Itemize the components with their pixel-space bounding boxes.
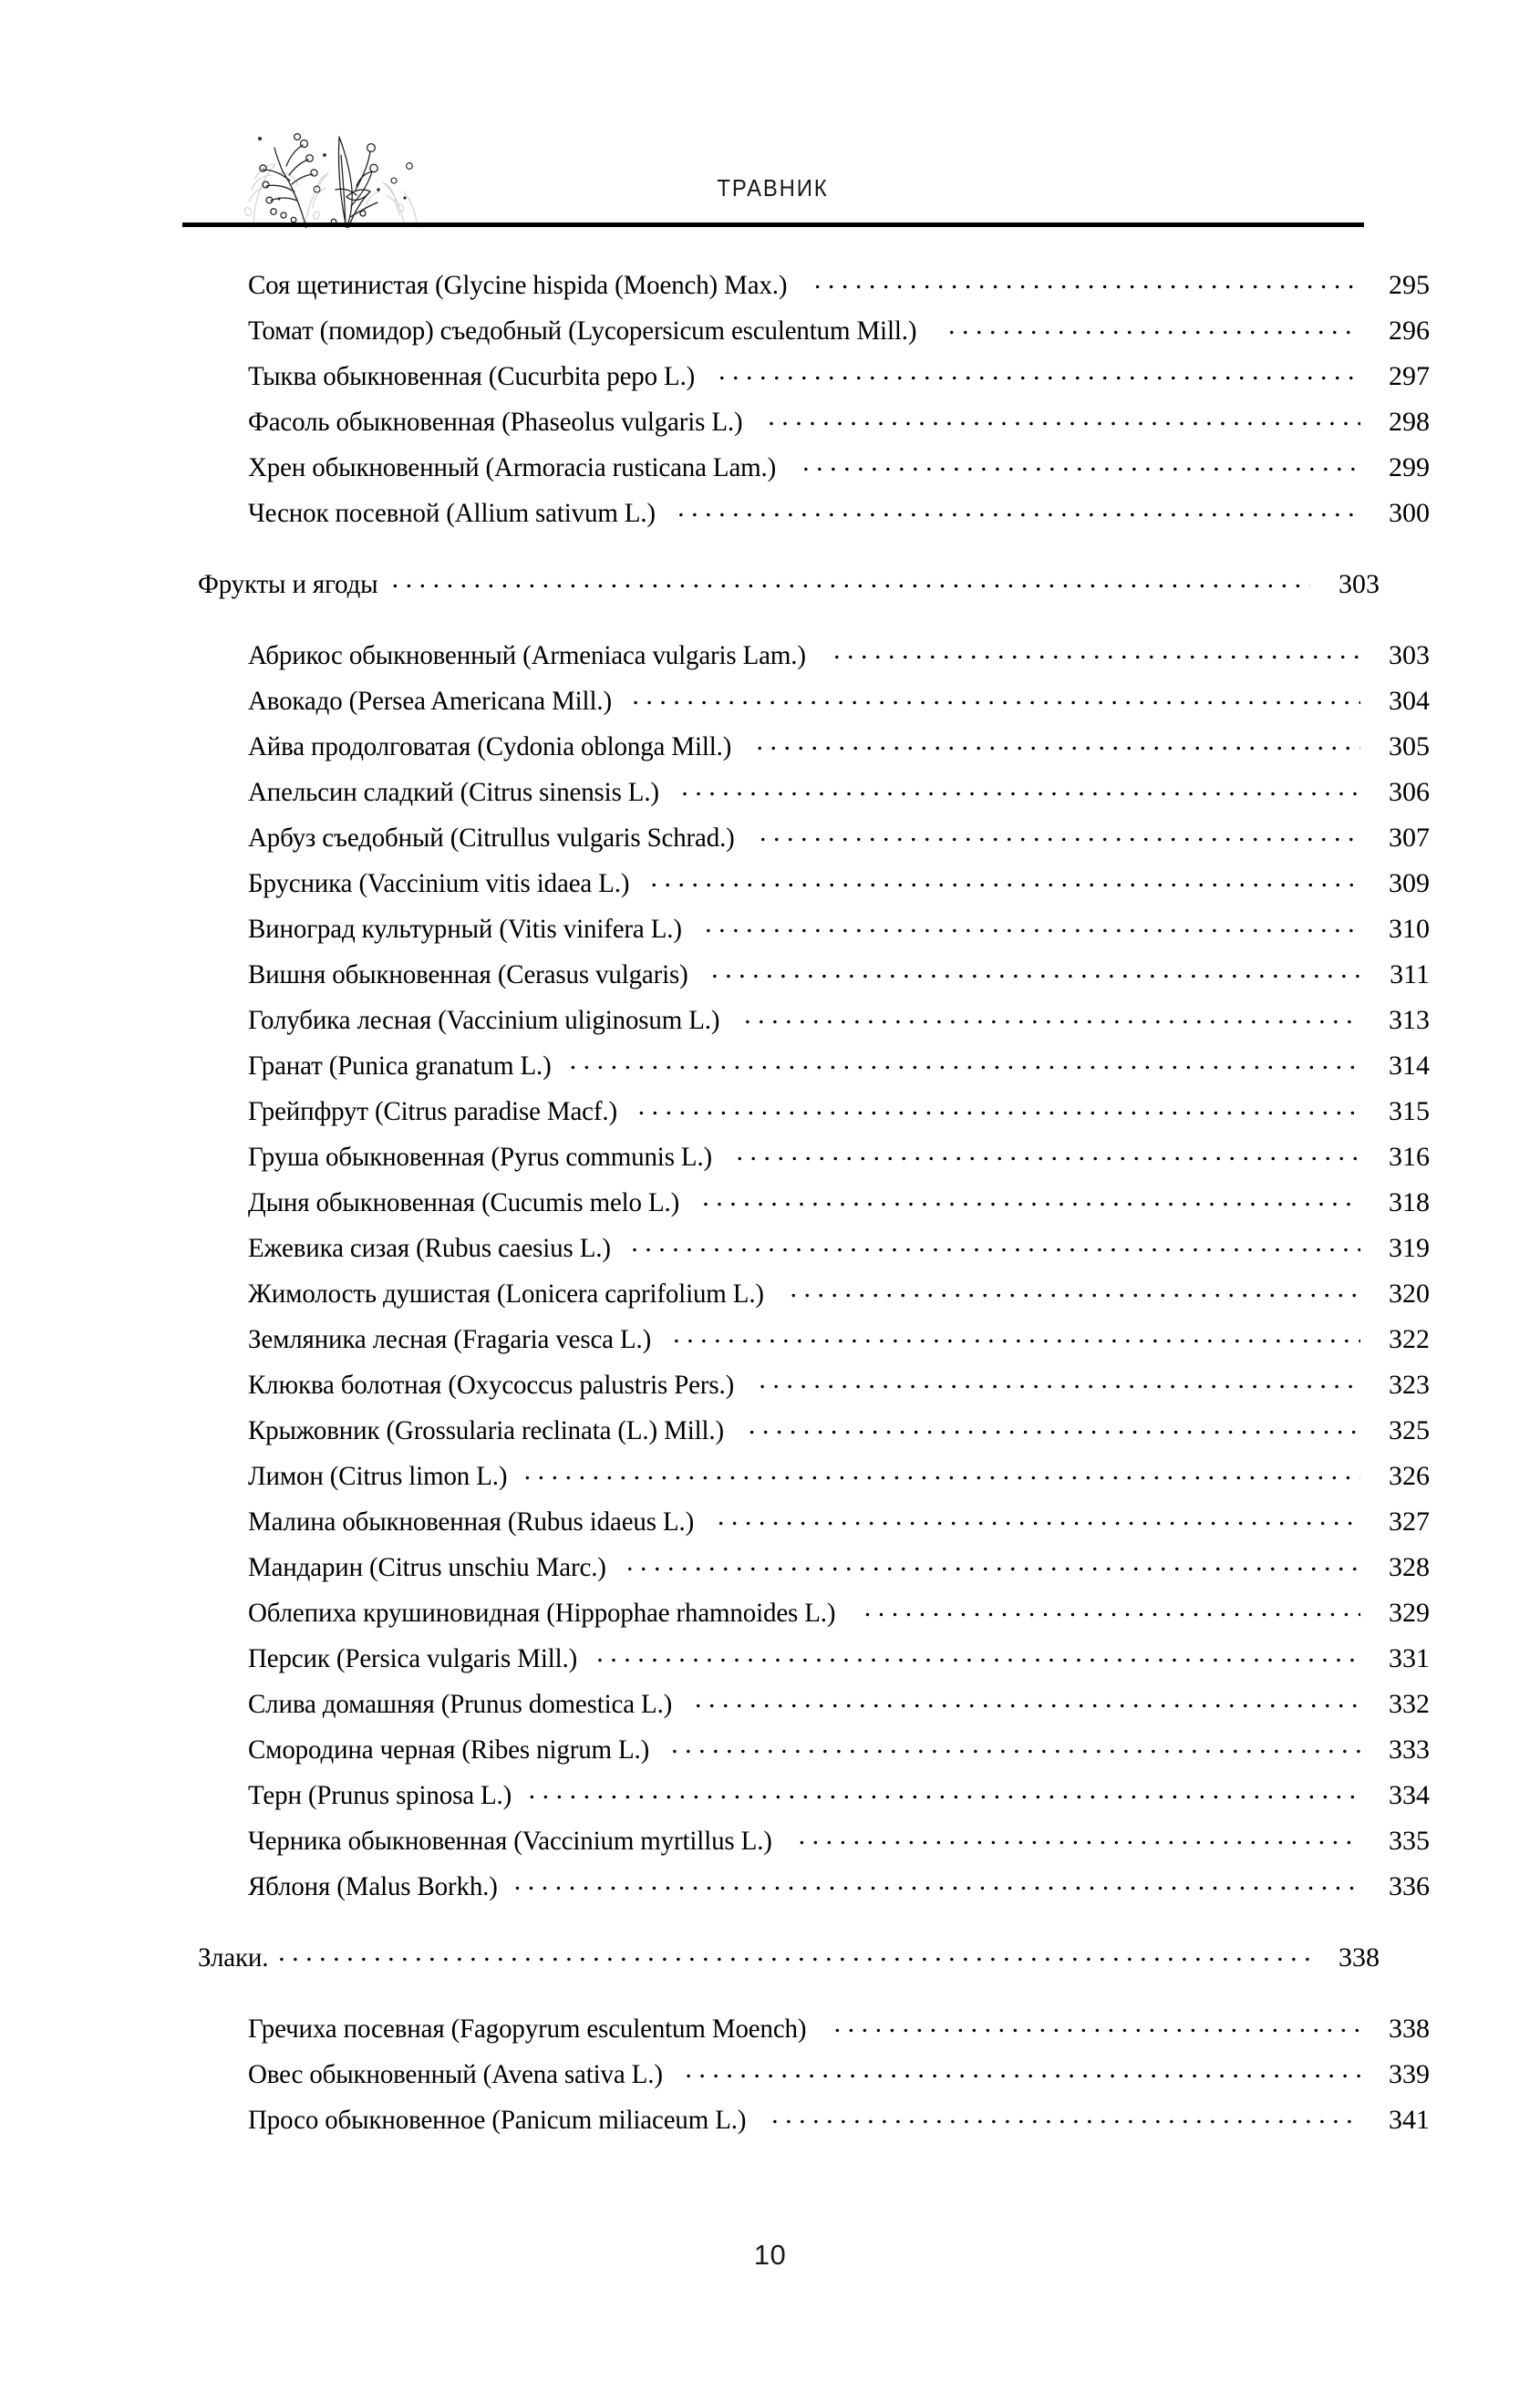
toc-leader-dots — [524, 1457, 1360, 1485]
toc-row-gap — [182, 1308, 1364, 1320]
toc-entry-page-number: 297 — [1389, 361, 1430, 391]
toc-row-gap — [182, 1855, 1364, 1868]
toc-entry-row[interactable] — [182, 1138, 1430, 1171]
toc-entry-page-number: 304 — [1389, 686, 1430, 716]
toc-entry-label: Смородина черная (Ribes nigrum L.) — [248, 1734, 650, 1765]
toc-entry-label: Черника обыкновенная (Vaccinium myrtillus L.) — [248, 1826, 772, 1856]
toc-entry-row[interactable] — [182, 403, 1430, 436]
toc-row-gap — [182, 715, 1364, 728]
toc-entry-page-number: 315 — [1389, 1096, 1430, 1126]
toc-leader-dots — [833, 637, 1360, 664]
toc-entry-label: Тыква обыкновенная (Cucurbita pepo L.) — [248, 361, 696, 391]
toc-entry-page-number: 306 — [1389, 777, 1430, 807]
toc-entry-row[interactable] — [182, 728, 1430, 761]
toc-entry-page-number: 338 — [1389, 2014, 1430, 2044]
toc-entry-row[interactable] — [182, 1822, 1430, 1855]
toc-entry-page-number: 296 — [1389, 316, 1430, 346]
toc-entry-row[interactable] — [182, 1457, 1430, 1490]
toc-leader-dots — [514, 1868, 1360, 1895]
botanical-sprigs-illustration — [226, 100, 436, 228]
toc-leader-dots — [695, 1685, 1360, 1713]
toc-entry-label: Фрукты и ягоды — [198, 569, 378, 599]
toc-row-gap — [182, 1034, 1364, 1047]
toc-entry-row[interactable] — [182, 1685, 1430, 1718]
toc-entry-label: Ежевика сизая (Rubus caesius L.) — [248, 1233, 611, 1263]
toc-row-gap — [182, 1399, 1364, 1412]
toc-row-gap — [182, 669, 1364, 682]
toc-entry-label: Гранат (Punica granatum L.) — [248, 1051, 552, 1081]
toc-leader-dots — [702, 1184, 1360, 1211]
running-header — [182, 100, 1363, 228]
toc-entry-row[interactable] — [182, 1640, 1430, 1672]
page-title: ТРАВНИК — [717, 174, 829, 202]
toc-leader-dots — [718, 1503, 1360, 1530]
toc-entry-row[interactable] — [182, 357, 1430, 390]
toc-entry-page-number: 334 — [1389, 1780, 1430, 1810]
toc-entry-page-number: 338 — [1338, 1942, 1380, 1973]
toc-entry-label: Дыня обыкновенная (Cucumis melo L.) — [248, 1187, 680, 1217]
toc-entry-label: Вишня обыкновенная (Cerasus vulgaris) — [248, 959, 688, 989]
toc-entry-label: Клюква болотная (Oxycoccus palustris Pers.) — [248, 1370, 735, 1400]
toc-entry-row[interactable] — [182, 1868, 1430, 1900]
toc-leader-dots — [749, 1412, 1360, 1439]
toc-entry-page-number: 335 — [1389, 1826, 1430, 1856]
toc-entry-row[interactable] — [182, 956, 1430, 989]
toc-entry-label: Жимолость душистая (Lonicera caprifolium L.) — [248, 1279, 764, 1309]
toc-entry-label: Груша обыкновенная (Pyrus communis L.) — [248, 1142, 713, 1172]
toc-entry-page-number: 341 — [1389, 2105, 1430, 2135]
toc-row-gap — [182, 1171, 1364, 1184]
toc-leader-dots — [638, 1092, 1360, 1120]
toc-entry-page-number: 336 — [1389, 1871, 1430, 1901]
toc-entry-label: Виноград культурный (Vitis vinifera L.) — [248, 914, 682, 944]
toc-leader-dots — [677, 494, 1360, 522]
toc-leader-dots — [651, 865, 1360, 892]
toc-row-gap — [182, 1718, 1364, 1731]
toc-entry-page-number: 305 — [1389, 731, 1430, 761]
toc-block-spacer — [182, 527, 1364, 565]
toc-entry-label: Лимон (Citrus limon L.) — [248, 1461, 508, 1491]
toc-row-gap — [182, 2043, 1364, 2055]
toc-entry-row[interactable] — [182, 449, 1430, 482]
toc-row-gap — [182, 1764, 1364, 1776]
toc-row-gap — [182, 1536, 1364, 1548]
toc-leader-dots — [759, 1366, 1360, 1393]
toc-row-gap — [182, 1672, 1364, 1685]
toc-block-spacer — [182, 1972, 1364, 2010]
toc-leader-dots — [790, 1275, 1360, 1302]
toc-row-gap — [182, 2088, 1364, 2101]
toc-leader-dots — [948, 312, 1360, 339]
toc-entry-label: Облепиха крушиновидная (Hippophae rhamnoides L.) — [248, 1598, 836, 1628]
toc-entry-row[interactable] — [182, 1366, 1430, 1399]
toc-row-gap — [182, 299, 1364, 312]
toc-leader-dots — [631, 1229, 1360, 1257]
toc-entry-row[interactable] — [182, 2010, 1430, 2043]
toc-entry-page-number: 314 — [1389, 1051, 1430, 1081]
folio-page-number: 10 — [753, 2239, 787, 2271]
toc-entry-label: Соя щетинистая (Glycine hispida (Moench) Max.) — [248, 270, 788, 300]
toc-entry-label: Овес обыкновенный (Avena sativa L.) — [248, 2059, 663, 2089]
toc-leader-dots — [278, 1939, 1310, 1966]
toc-entry-row[interactable] — [182, 266, 1430, 299]
table-of-contents — [182, 266, 1430, 2135]
toc-entry-row[interactable] — [182, 2101, 1430, 2134]
toc-leader-dots — [768, 403, 1360, 430]
toc-entry-page-number: 320 — [1389, 1279, 1430, 1309]
toc-row-gap — [182, 390, 1364, 403]
toc-entry-page-number: 299 — [1389, 452, 1430, 482]
toc-row-gap — [182, 1353, 1364, 1366]
toc-row-gap — [182, 1581, 1364, 1594]
toc-leader-dots — [799, 1822, 1360, 1849]
toc-entry-label: Малина обыкновенная (Rubus idaeus L.) — [248, 1507, 695, 1537]
toc-row-gap — [182, 1217, 1364, 1229]
toc-entry-page-number: 326 — [1389, 1461, 1430, 1491]
toc-entry-row[interactable] — [182, 865, 1430, 897]
toc-entry-row[interactable] — [182, 1594, 1430, 1627]
toc-entry-page-number: 328 — [1389, 1552, 1430, 1582]
toc-row-gap — [182, 852, 1364, 865]
toc-entry-row[interactable] — [182, 773, 1430, 806]
toc-row-gap — [182, 1627, 1364, 1640]
toc-entry-label: Брусника (Vaccinium vitis idaea L.) — [248, 868, 630, 898]
toc-entry-row[interactable] — [182, 1092, 1430, 1125]
toc-entry-page-number: 333 — [1389, 1734, 1430, 1765]
toc-row-gap — [182, 345, 1364, 357]
toc-entry-row[interactable] — [182, 2055, 1430, 2088]
toc-entry-row[interactable] — [182, 1776, 1430, 1809]
toc-leader-dots — [744, 1001, 1360, 1029]
toc-entry-label: Злаки. — [198, 1942, 269, 1973]
toc-entry-row[interactable] — [182, 1229, 1430, 1262]
toc-entry-page-number: 332 — [1389, 1689, 1430, 1719]
toc-section-row[interactable] — [182, 565, 1380, 598]
header-divider — [182, 223, 1364, 227]
toc-leader-dots — [864, 1594, 1360, 1621]
toc-leader-dots — [705, 910, 1360, 937]
toc-section-row[interactable] — [182, 1939, 1380, 1972]
toc-leader-dots — [802, 449, 1360, 476]
toc-row-gap — [182, 806, 1364, 819]
toc-row-gap — [182, 897, 1364, 910]
toc-entry-page-number: 313 — [1389, 1005, 1430, 1035]
toc-block-spacer — [182, 598, 1364, 637]
toc-row-gap — [182, 1490, 1364, 1503]
toc-leader-dots — [632, 682, 1360, 709]
toc-entry-page-number: 331 — [1389, 1643, 1430, 1673]
toc-row-gap — [182, 943, 1364, 956]
toc-block-spacer — [182, 1900, 1364, 1939]
toc-row-gap — [182, 436, 1364, 449]
toc-entry-label: Мандарин (Citrus unschiu Marc.) — [248, 1552, 606, 1582]
toc-leader-dots — [673, 1320, 1360, 1348]
toc-entry-page-number: 318 — [1389, 1187, 1430, 1217]
toc-entry-row[interactable] — [182, 312, 1430, 345]
toc-entry-page-number: 329 — [1389, 1598, 1430, 1628]
toc-entry-page-number: 339 — [1389, 2059, 1430, 2089]
toc-row-gap — [182, 761, 1364, 773]
toc-entry-row[interactable] — [182, 637, 1430, 669]
toc-entry-label: Хрен обыкновенный (Armoracia rusticana Lam.) — [248, 452, 777, 482]
toc-entry-label: Апельсин сладкий (Citrus sinensis L.) — [248, 777, 659, 807]
toc-row-gap — [182, 1125, 1364, 1138]
toc-row-gap — [182, 989, 1364, 1001]
toc-leader-dots — [834, 2010, 1360, 2037]
toc-entry-row[interactable] — [182, 1548, 1430, 1581]
toc-entry-row[interactable] — [182, 682, 1430, 715]
toc-entry-label: Фасоль обыкновенная (Phaseolus vulgaris L.) — [248, 407, 743, 437]
toc-leader-dots — [392, 565, 1310, 593]
toc-entry-label: Крыжовник (Grossularia reclinata (L.) Mill.) — [248, 1415, 724, 1445]
toc-entry-row[interactable] — [182, 1275, 1430, 1308]
toc-entry-page-number: 322 — [1389, 1324, 1430, 1354]
toc-entry-row[interactable] — [182, 1001, 1430, 1034]
toc-entry-label: Персик (Persica vulgaris Mill.) — [248, 1643, 578, 1673]
toc-entry-row[interactable] — [182, 910, 1430, 943]
toc-leader-dots — [756, 728, 1360, 755]
toc-entry-label: Томат (помидор) съедобный (Lycopersicum esculentum Mill.) — [248, 316, 917, 346]
toc-entry-label: Яблоня (Malus Borkh.) — [248, 1871, 498, 1901]
toc-leader-dots — [760, 819, 1360, 846]
toc-row-gap — [182, 1445, 1364, 1457]
toc-entry-page-number: 300 — [1389, 498, 1430, 528]
toc-entry-label: Арбуз съедобный (Citrullus vulgaris Schrad.) — [248, 823, 735, 853]
toc-entry-page-number: 310 — [1389, 914, 1430, 944]
toc-entry-row[interactable] — [182, 819, 1430, 852]
toc-entry-label: Земляника лесная (Fragaria vesca L.) — [248, 1324, 652, 1354]
toc-entry-page-number: 323 — [1389, 1370, 1430, 1400]
toc-entry-page-number: 316 — [1389, 1142, 1430, 1172]
toc-entry-label: Просо обыкновенное (Panicum miliaceum L.) — [248, 2105, 747, 2135]
toc-entry-label: Грейпфрут (Citrus paradise Macf.) — [248, 1096, 617, 1126]
toc-leader-dots — [711, 956, 1360, 983]
toc-entry-label: Айва продолговатая (Cydonia oblonga Mill.) — [248, 731, 732, 761]
toc-entry-row[interactable] — [182, 1731, 1430, 1764]
toc-entry-page-number: 311 — [1390, 959, 1430, 989]
toc-leader-dots — [626, 1548, 1360, 1576]
toc-leader-dots — [671, 1731, 1360, 1758]
toc-entry-row[interactable] — [182, 1047, 1430, 1080]
toc-entry-row[interactable] — [182, 1320, 1430, 1353]
toc-entry-label: Голубика лесная (Vaccinium uliginosum L.) — [248, 1005, 720, 1035]
toc-entry-row[interactable] — [182, 1412, 1430, 1445]
toc-row-gap — [182, 482, 1364, 494]
toc-entry-row[interactable] — [182, 1184, 1430, 1217]
toc-entry-label: Абрикос обыкновенный (Armeniaca vulgaris Lam.) — [248, 640, 806, 670]
toc-leader-dots — [771, 2101, 1360, 2128]
toc-leader-dots — [570, 1047, 1360, 1074]
toc-entry-page-number: 307 — [1389, 823, 1430, 853]
toc-entry-label: Авокадо (Persea Americana Mill.) — [248, 686, 612, 716]
toc-entry-page-number: 298 — [1389, 407, 1430, 437]
toc-leader-dots — [814, 266, 1360, 294]
toc-entry-page-number: 319 — [1389, 1233, 1430, 1263]
toc-entry-label: Терн (Prunus spinosa L.) — [248, 1780, 512, 1810]
toc-row-gap — [182, 1809, 1364, 1822]
toc-entry-page-number: 295 — [1389, 270, 1430, 300]
toc-entry-label: Чеснок посевной (Allium sativum L.) — [248, 498, 656, 528]
toc-entry-page-number: 325 — [1389, 1415, 1430, 1445]
toc-leader-dots — [681, 773, 1360, 801]
toc-row-gap — [182, 1262, 1364, 1275]
toc-leader-dots — [596, 1640, 1360, 1667]
toc-row-gap — [182, 1080, 1364, 1092]
toc-entry-row[interactable] — [182, 1503, 1430, 1536]
toc-leader-dots — [529, 1776, 1360, 1804]
toc-entry-page-number: 303 — [1389, 640, 1430, 670]
toc-leader-dots — [737, 1138, 1360, 1165]
toc-entry-page-number: 309 — [1389, 868, 1430, 898]
toc-leader-dots — [718, 357, 1360, 385]
toc-leader-dots — [685, 2055, 1360, 2083]
toc-entry-row[interactable] — [182, 494, 1430, 527]
toc-entry-page-number: 327 — [1389, 1507, 1430, 1537]
toc-entry-label: Гречиха посевная (Fagopyrum esculentum Moench) — [248, 2014, 807, 2044]
toc-entry-page-number: 303 — [1338, 569, 1380, 599]
toc-entry-label: Слива домашняя (Prunus domestica L.) — [248, 1689, 673, 1719]
